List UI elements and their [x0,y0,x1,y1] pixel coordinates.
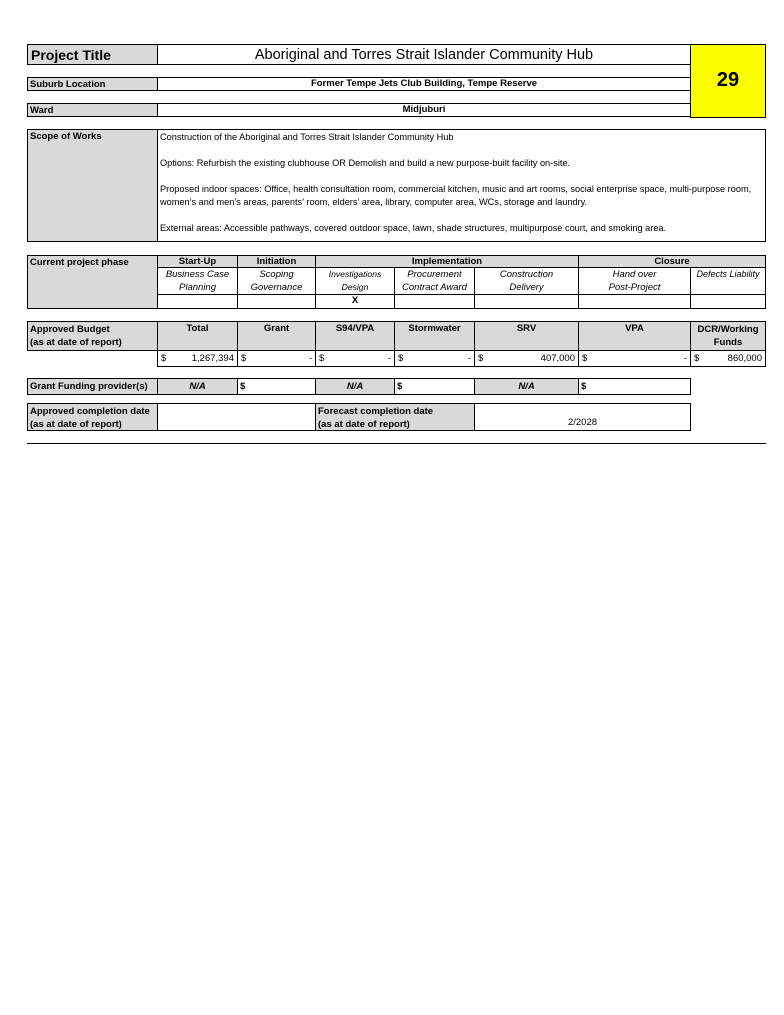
budget-amount: - [467,353,471,364]
project-title-label: Project Title [31,47,111,63]
budget-header-grant [237,321,316,351]
grant-provider: N/A [189,381,206,392]
currency-symbol: $ [397,381,403,392]
grant-provider: N/A [518,381,535,392]
currency-symbol: $ [319,353,325,364]
budget-value-srv [474,350,579,367]
currency-symbol: $ [241,353,247,364]
phase-stage-line1: Defects Liability [696,269,760,279]
grant-label: Grant Funding provider(s) [30,381,148,392]
project-title: Aboriginal and Torres Strait Islander Community Hub [254,47,594,63]
budget-header: VPA [625,323,644,334]
phase-stage-line1: Procurement [407,269,462,280]
budget-value-stormwater [394,350,475,367]
ward-label: Ward [30,105,54,116]
section-divider [27,443,766,444]
budget-value-grant [237,350,316,367]
budget-value-vpa [578,350,691,367]
suburb-cell [157,77,691,91]
currency-symbol: $ [582,353,588,364]
phase-stage-line2: Design [341,282,369,292]
budget-amount: 1,267,394 [191,353,234,364]
phase-mark-3 [315,294,395,309]
scope-paragraph: Options: Refurbish the existing clubhouse OR Demolish and build a new purpose-built facility on-site. [160,158,571,168]
phase-group-label: Implementation [411,256,483,267]
budget-header-srv [474,321,579,351]
project-number: 29 [716,69,740,91]
approved-date-cell [157,403,316,431]
scope-paragraph: External areas: Accessible pathways, covered outdoor space, lawn, shade structures, multipurpose court, and smoking area. [160,223,667,233]
currency-symbol: $ [161,353,167,364]
budget-header-total [157,321,238,351]
grant-provider: N/A [346,381,364,392]
phase-mark-7 [690,294,766,309]
budget-label-line2: (as at date of report) [30,337,122,348]
phase-mark-6 [578,294,691,309]
phase-stage-6 [578,267,691,295]
forecast-date-label-line1: Forecast completion date [318,406,434,417]
forecast-date-label-cell [315,403,475,431]
budget-amount: 860,000 [727,353,762,364]
budget-amount: 407,000 [540,353,575,364]
phase-stage-2 [237,267,316,295]
project-number-cell [690,44,766,118]
budget-header: SRV [516,323,537,334]
grant-provider-3 [474,378,579,395]
approved-date-label-line1: Approved completion date [30,406,150,417]
currency-symbol: $ [398,353,404,364]
currency-symbol: $ [581,381,587,392]
phase-stage-line2: Planning [179,282,216,293]
forecast-date-label-line2: (as at date of report) [318,419,410,430]
ward-label-cell [27,103,158,117]
phase-stage-5 [474,267,579,295]
suburb-value: Former Tempe Jets Club Building, Tempe Reserve [310,78,538,89]
budget-amount: - [308,353,312,364]
grant-amount-2 [394,378,475,395]
grant-label-cell [27,378,158,395]
budget-header: Total [186,323,209,334]
phase-stage-7 [690,267,766,295]
phase-stage-3 [315,267,395,295]
budget-header: Stormwater [408,323,461,334]
ward-value: Midjuburi [402,104,446,115]
phase-group-label: Start-Up [178,256,217,267]
budget-header-vpa [578,321,691,351]
phase-stage-line1: Construction [499,269,554,280]
budget-value-s94 [315,350,395,367]
phase-stage-line2: Governance [250,282,303,293]
phase-stage-line2: Delivery [509,282,544,293]
phase-label: Current project phase [30,257,129,268]
phase-mark-1 [157,294,238,309]
scope-paragraph: Construction of the Aboriginal and Torres Strait Islander Community Hub [160,132,454,142]
phase-group-label: Closure [654,256,690,267]
budget-header: Grant [263,323,290,334]
grant-provider-2 [315,378,395,395]
budget-header-line2: Funds [713,337,743,348]
forecast-date-value: 2/2028 [567,417,598,428]
phase-mark-5 [474,294,579,309]
budget-header: DCR/Working [697,324,759,335]
budget-label-cell [27,321,158,351]
phase-stage-line1: Hand over [612,269,657,280]
phase-mark-2 [237,294,316,309]
project-title-cell [157,44,691,65]
budget-amount: - [387,353,391,364]
project-title-label-cell [27,44,158,65]
approved-date-label-cell [27,403,158,431]
suburb-label-cell [27,77,158,91]
phase-label-cell [27,255,158,309]
grant-amount-1 [237,378,316,395]
phase-mark: X [351,295,359,306]
budget-header: S94/VPA [335,323,375,334]
phase-mark-4 [394,294,475,309]
grant-amount-3 [578,378,691,395]
approved-date-label-line2: (as at date of report) [30,419,122,430]
scope-label-cell [27,129,158,242]
phase-group-label: Initiation [256,256,297,267]
budget-amount: - [683,353,687,364]
phase-stage-line1: Investigations [328,269,382,279]
currency-symbol: $ [694,353,700,364]
scope-paragraph: Proposed indoor spaces: Office, health consultation room, commercial kitchen, music and art rooms, social enterprise space, multi-purpose room, women’s and men’s areas, parents’ room, elders’ area, library, computer area, WCs, storage and laundry. [160,184,752,207]
phase-stage-line1: Scoping [259,269,294,280]
scope-label: Scope of Works [30,131,102,142]
phase-stage-4 [394,267,475,295]
budget-header-stormwater [394,321,475,351]
currency-symbol: $ [240,381,246,392]
phase-stage-1 [157,267,238,295]
budget-value-total [157,350,238,367]
budget-label-line1: Approved Budget [30,324,110,335]
budget-value-dcr [690,350,766,367]
budget-header-s94 [315,321,395,351]
scope-cell [157,129,766,242]
ward-cell [157,103,691,117]
phase-stage-line1: Business Case [165,269,230,280]
phase-stage-line2: Post-Project [608,282,661,293]
grant-provider-1 [157,378,238,395]
currency-symbol: $ [478,353,484,364]
budget-header-dcr [690,321,766,351]
suburb-label: Suburb Location [30,79,106,90]
phase-stage-line2: Contract Award [402,282,467,293]
forecast-date-cell [474,403,691,431]
